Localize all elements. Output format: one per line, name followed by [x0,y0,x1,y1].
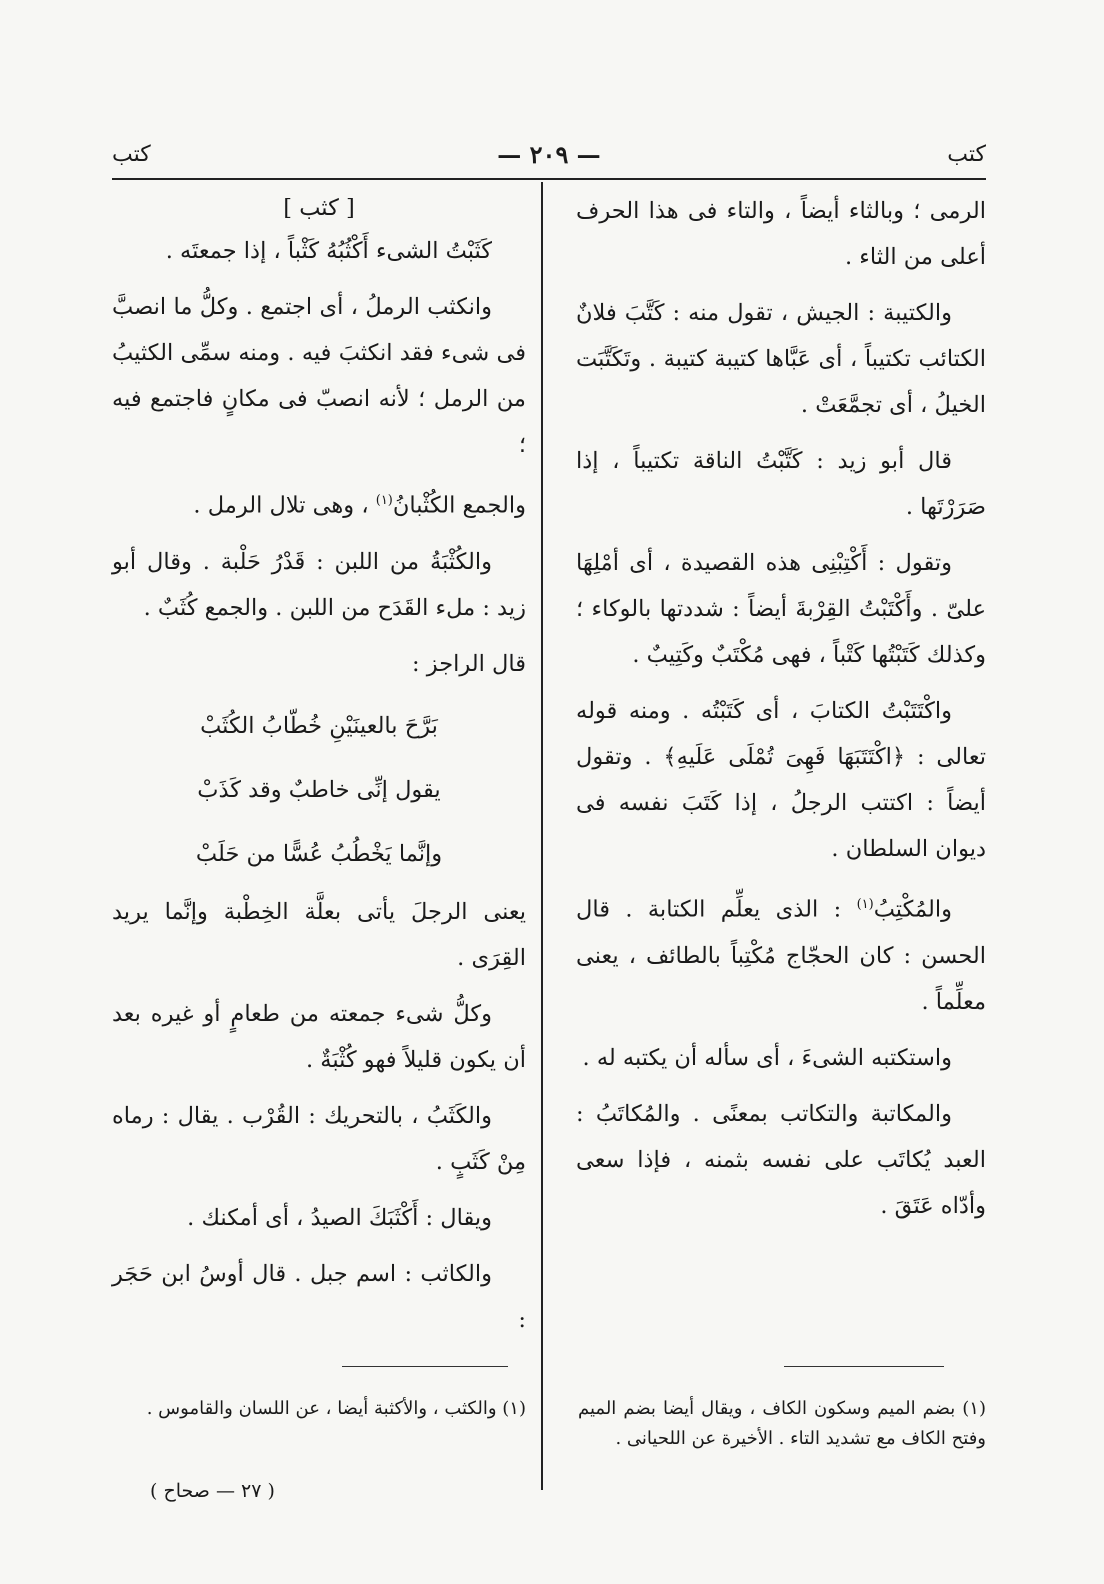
footnote-marker: (١) [856,897,874,912]
paragraph: واستكتبه الشىءَ ، أى سأله أن يكتبه له . [582,1044,952,1071]
paragraph: والكتيبة : الجيش ، تقول منه : كَتَّبَ فلانٌ الكتائب تكتيباً ، أى عَبَّاها كتيبة كتيبة . وتَكَتَّبَت الخيلُ ، أى تجمَّعَتْ . [576,300,986,418]
paragraph: والمكاتبة والتكاتب بمعنًى . والمُكاتَبُ : العبد يُكاتَب على نفسه بثمنه ، فإذا سعى وأدّاه عَتَقَ . [576,1100,986,1219]
paragraph: الرمى ؛ وبالثاء أيضاً ، والتاء فى هذا الحرف أعلى من الثاء . [576,198,986,270]
footnote-rule-left [342,1366,508,1367]
paragraph: قال الراجز : [412,650,526,677]
paragraph: كَثَبْتُ الشىء أَكْثُبُهُ كَثْباً ، إذا جمعتَه . [165,238,492,264]
verse-line: بَرَّحَ بالعينَيْنِ خُطّابُ الكُثَبْ [200,712,438,739]
paragraph-text: والجمع الكُثْبانُ [392,492,526,519]
signature-mark: ( ٢٧ — صحاح ) [150,1480,275,1502]
page-number: — ٢٠٩ — [497,140,601,169]
page-header [112,138,986,178]
paragraph: قال أبو زيد : كَتَّبْتُ الناقة تكتيباً ، إذا صَرَرْتَها . [576,448,986,520]
paragraph [576,882,986,1025]
paragraph: وتقول : أَكْتِبْنِى هذه القصيدة ، أى أمْلِهَا علىّ . وأَكْتَبْتُ القِرْبةَ أيضاً : شددتها بالوكاء ؛ وكذلك كَتَبْتُها كَتْباً ، فهى مُكْتَبٌ وكَتِيبٌ . [576,550,986,668]
paragraph-text: والمُكْتِبُ [873,896,952,923]
verse-line: يقول إنِّى خاطبٌ وقد كَذَبْ [197,776,441,803]
paragraph: والكاثب : اسم جبل . قال أوسُ ابن حَجَر : [112,1260,526,1333]
footnote-right: (١) بضم الميم وسكون الكاف ، ويقال أيضا بضم الميم وفتح الكاف مع تشديد التاء . الأخيرة عن اللحيانى . [578,1398,986,1449]
paragraph: والكُثْبَةُ من اللبن : قَدْرُ حَلْبة . وقال أبو زيد : ملء القَدَح من اللبن . والجمع كُثَبٌ . [112,548,526,621]
paragraph: وكلُّ شىء جمعته من طعامٍ أو غيره بعد أن يكون قليلاً فهو كُثْبَةٌ . [112,1000,526,1073]
left-column [112,188,526,1353]
paragraph: واكْتَتَبْتُ الكتابَ ، أى كَتَبْتُه . ومنه قوله تعالى : ﴿اكْتَتَبَهَا فَهِىَ تُمْلَى عَلَيهِ﴾ . وتقول أيضاً : اكتتب الرجلُ ، إذا كَتَبَ نفسه فى ديوان السلطان . [576,698,986,862]
paragraph-text: ، وهى تلال الرمل . [193,492,376,519]
running-head-right: كتب [947,142,986,167]
header-rule [112,178,986,180]
paragraph: والكَثَبُ ، بالتحريك : القُرْب . يقال : رماه مِنْ كَثَبٍ . [112,1102,526,1175]
right-column [576,188,986,1239]
entry-heading: [ كثب ] [283,195,355,221]
running-head-left: كتب [112,142,151,167]
paragraph: وانكثب الرملُ ، أى اجتمع . وكلُّ ما انصبَّ فى شىء فقد انكثبَ فيه . ومنه سمِّى الكثيبُ من الرمل ؛ لأنه انصبّ فى مكانٍ فاجتمع فيه ؛ [112,294,526,458]
column-divider [541,182,543,1490]
footnote-left: (١) والكثب ، والأكثبة أيضا ، عن اللسان والقاموس . [146,1398,526,1419]
paragraph: ويقال : أَكْثَبَكَ الصيدُ ، أى أمكنك . [187,1204,492,1231]
footnote-marker: (١) [375,493,393,508]
footnote-rule-right [784,1366,944,1367]
verse-line: وإنَّما يَخْطُبُ عُسًّا من حَلَبْ [195,840,443,867]
paragraph-text: : الذى يعلِّم الكتابة . قال الحسن : كان الحجّاج مُكْتِباً بالطائف ، يعنى معلِّماً . [576,896,986,1015]
paragraph [112,478,526,529]
paragraph: يعنى الرجلَ يأتى بعلَّة الخِطْبة وإنَّما يريد القِرَى . [112,898,526,971]
